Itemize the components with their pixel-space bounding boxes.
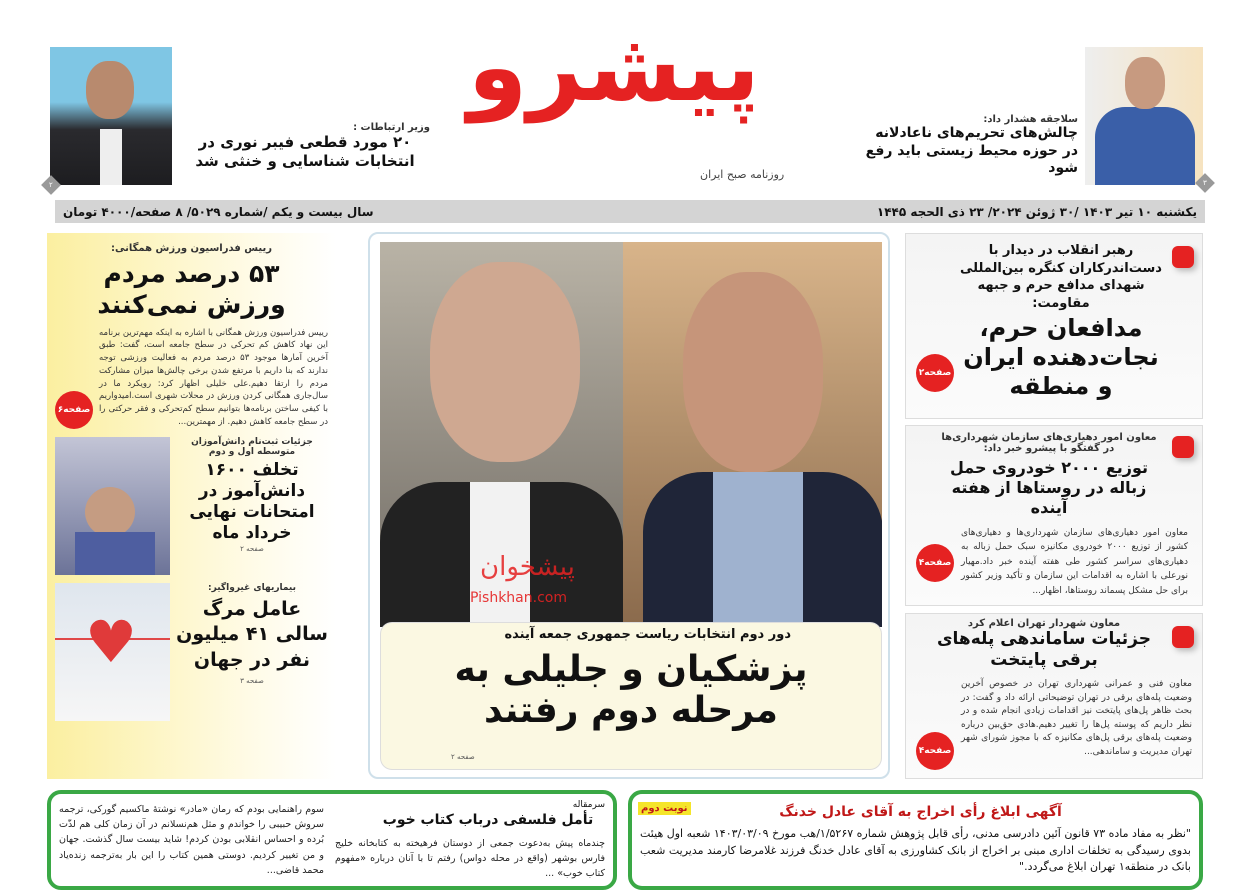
notice-title: آگهی ابلاغ رأی اخراج به آقای عادل خدنگ [779, 804, 1062, 820]
top-right-story[interactable] [860, 114, 1078, 178]
kicker: معاون امور دهیاری‌های سازمان شهرداری‌ها در گفتگو با پیشرو خبر داد: [941, 432, 1157, 454]
story-students[interactable] [55, 437, 328, 575]
top-left-story[interactable] [180, 122, 430, 171]
kicker: رییس فدراسیون ورزش همگانی: [110, 243, 272, 254]
heart-photo [55, 583, 170, 721]
page-badge[interactable]: صفحه۶ [55, 391, 93, 429]
editorial[interactable] [47, 790, 617, 890]
headline: ۵۳ درصد مردم ورزش نمی‌کنند [97, 259, 286, 320]
left-column [47, 233, 336, 779]
page-ref-badge: ۳ [1195, 173, 1215, 193]
official-photo [1085, 47, 1203, 185]
body: معاون فنی و عمرانی شهرداری تهران در خصوص آخرین وضعیت پله‌های برقی در تهران توضیحاتی ارائه داد و گفت: در بحث ظاهر پل‌های پایتخت نیز اقدامات زیادی انجام شده و در نظر داریم که پوسته پل‌ها را تغییر دهیم.هادی حق‌بین درباره وضعیت پله‌های برقی پل‌های مکانیزه که با مجوز شورای شهر تهران مدیریت و ساماندهی... [961, 679, 1192, 757]
kicker: معاون شهردار تهران اعلام کرد [967, 618, 1121, 629]
page-ref: صفحه ۳ [240, 677, 264, 686]
date-bar [55, 200, 1205, 223]
page-badge[interactable]: صفحه۲ [916, 354, 954, 392]
page-badge[interactable]: صفحه۴ [916, 544, 954, 582]
kicker: بیماریهای غیرواگیر: [208, 582, 296, 593]
kicker: وزیر ارتباطات : [353, 122, 430, 133]
newspaper-logo: پیشرو روزنامه صبح ایران [467, 11, 785, 181]
story-sport[interactable] [55, 243, 328, 429]
kicker: دور دوم انتخابات ریاست جمهوری جمعه آینده [504, 627, 791, 642]
headline: جزئیات ساماندهی پله‌های برقی پایتخت [936, 629, 1152, 671]
issue-date: یکشنبه ۱۰ تیر ۱۴۰۳ /۳۰ ژوئن ۲۰۲۴/ ۲۳ ذی الحجه ۱۴۴۵ [876, 204, 1197, 219]
kicker: جزئیات ثبت‌نام دانش‌آموزان متوسطه اول و دوم [191, 436, 313, 457]
body: معاون امور دهیاری‌های سازمان شهرداری‌ها و دهیاری‌های کشور از توزیع ۲۰۰۰ خودروی مکانیزه سبک حمل زباله به دهیاری‌های سراسر کشور طی هفته آینده خبر داد.مهیار نورعلی با اشاره به اقدامات این سازمان و تأکید وزیر کشور برای حل مشکل پسماند روستاها، اظهار... [961, 528, 1188, 596]
minister-photo [50, 47, 172, 185]
story-diseases[interactable] [55, 583, 328, 721]
page-badge[interactable]: صفحه۴ [916, 732, 954, 770]
headline: پزشکیان و جلیلی به مرحله دوم رفتند [454, 649, 808, 732]
issue-info: سال بیست و یکم /شماره ۵۰۲۹/ ۸ صفحه/۴۰۰۰ تومان [63, 204, 374, 219]
lead-story[interactable] [368, 232, 890, 779]
notice-tag: نوبت دوم [638, 802, 691, 815]
story-garbage-trucks[interactable] [905, 425, 1203, 606]
students-photo [55, 437, 170, 575]
body: رییس فدراسیون ورزش همگانی با اشاره به اینکه مهم‌ترین برنامه این نهاد کاهش کم تحرکی در سطح جامعه است، گفت: طبق آخرین آمارها موجود ۵۳ درصد مردم به فعالیت ورزشی توجه ندارند که بنا داریم با مرتفع شدن برخی چالش‌ها میزان مشارکت مردم را ارتقا دهیم.علی خلیلی اظهار کرد: رویکرد ما در سال‌جاری همگانی کردن ورزش در محلات شهری است.امیدواریم با کیفی ساختن برنامه‌ها بتوانیم سطح کم‌تحرکی و فقر حرکتی را در سطح جامعه کاهش دهیم. از مهمترین... [99, 327, 328, 427]
legal-notice[interactable] [628, 790, 1203, 890]
editorial-body-1: چندماه پیش به‌دعوت جمعی از دوستان فرهیخته به کتابخانه خلیج فارس بوشهر (واقع در محله دواس) رفتم تا با آنان درباره «مفهوم کتاب خوب» ... [335, 838, 605, 880]
headline: مدافعان حرم، نجات‌دهنده ایران و منطقه [963, 314, 1159, 400]
story-escalators[interactable] [905, 613, 1203, 779]
headline: توزیع ۲۰۰۰ خودروی حمل زباله در روستاها از هفته آینده [949, 458, 1149, 517]
editorial-label: سرمقاله [572, 800, 605, 810]
page-ref: صفحه ۲ [451, 753, 475, 761]
page-ref-badge: ۲ [41, 175, 61, 195]
kicker: رهبر انقلاب در دیدار با دست‌اندرکاران کنگره بین‌المللی شهدای مدافع حرم و جبهه مقاومت: [960, 243, 1162, 311]
heart-icon: ♥ [85, 607, 137, 676]
pezeshkian-photo [623, 242, 882, 627]
tagline: روزنامه صبح ایران [700, 168, 785, 181]
headline: تخلف ۱۶۰۰ دانش‌آموز در امتحانات نهایی خرداد ماه [189, 459, 315, 544]
editorial-title: تأمل فلسفی درباب کتاب خوب [382, 812, 594, 828]
watermark: Pishkhan.com [470, 590, 567, 606]
headline: ۲۰ مورد قطعی فیبر نوری در انتخابات شناسایی و خنثی شد [195, 133, 415, 170]
story-leader[interactable] [905, 233, 1203, 419]
headline: چالش‌های تحریم‌های ناعادلانه در حوزه محیط زیستی باید رفع شود [865, 125, 1078, 176]
kicker: سلاجقه هشدار داد: [983, 114, 1078, 125]
notice-body: "نظر به مفاد ماده ۷۳ قانون آئین دادرسی مدنی، رأی قابل پژوهش شماره ۱/۵۲۶۷/هب مورخ ۱۴۰۳/۰۳/۰۹ شعبه اول هیئت بدوی رسیدگی به تخلفات اداری مبنی بر اخراج از بانک کشاورزی به آقای عادل خدنگ فرزند غلامرضا کارمند مدیریت شعب بانک در منطقه۱ تهران ابلاغ می‌گردد." [640, 827, 1191, 873]
headline: عامل مرگ سالی ۴۱ میلیون نفر در جهان [176, 597, 328, 671]
watermark-fa: پیشخوان [480, 552, 575, 582]
editorial-body-2: سوم راهنمایی بودم که رمان «مادر» نوشتهٔ ماکسیم گورکی، ترجمه سروش حبیبی را خواندم و مثل هم‌نسلانم در آن زمان کلی هم لذّت بُرده و احساس انقلابی بودن کردم! شاید بیست سال گذشت. جهان و من تغییر کردیم. دوستی همین کتاب را این بار به‌ترجمه زنده‌یاد محمد قاضی... [59, 804, 324, 876]
headline-panel [380, 622, 882, 770]
page-ref: صفحه ۲ [240, 544, 264, 553]
